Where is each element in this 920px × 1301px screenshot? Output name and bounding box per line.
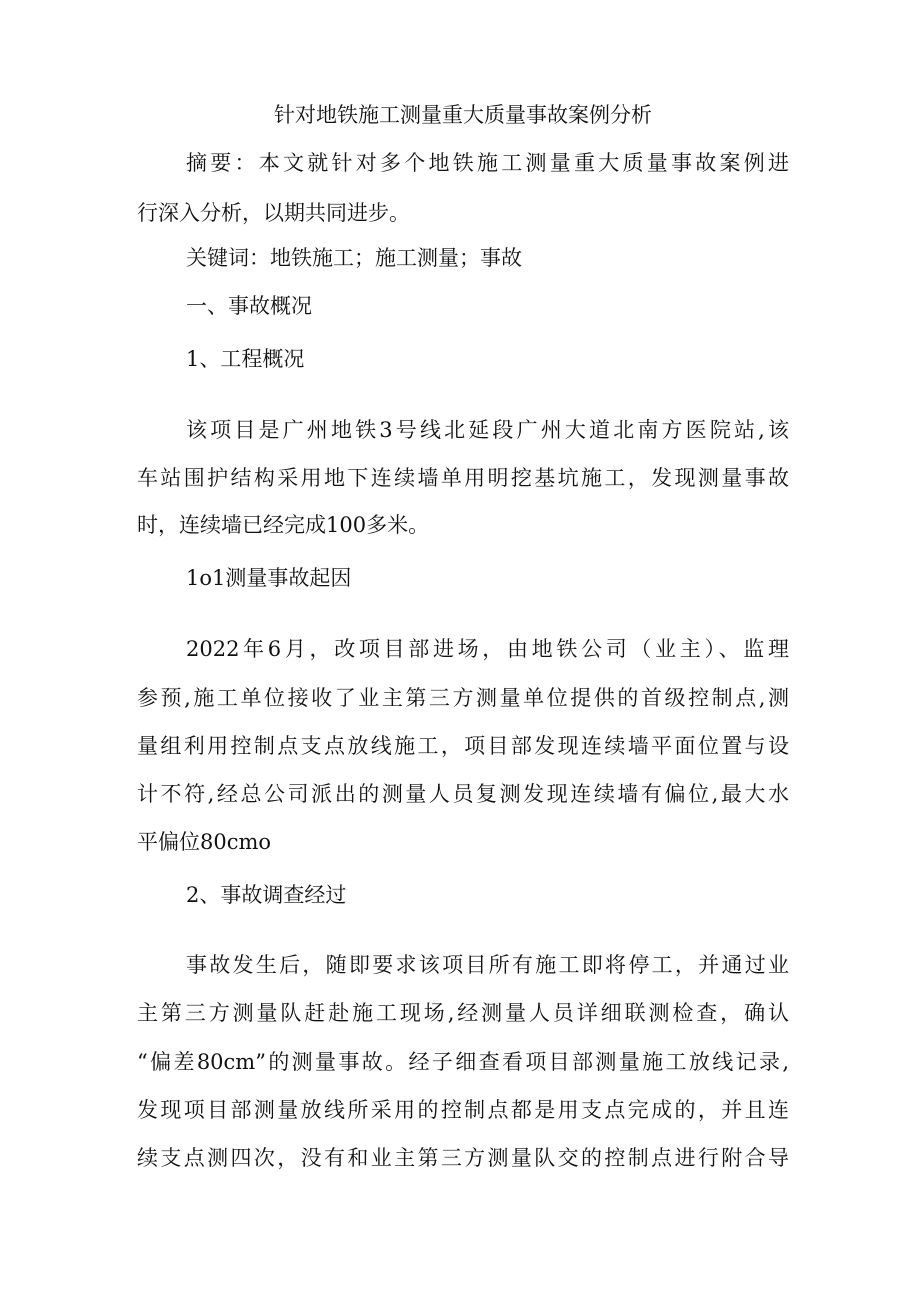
paragraph-line: 续支点测四次，没有和业主第三方测量队交的控制点进行附合导 — [137, 1146, 789, 1170]
paragraph-line: 2022年6月，改项目部进场，由地铁公司（业主）、监理 — [186, 637, 789, 661]
document-title: 针对地铁施工测量重大质量事故案例分析 — [274, 103, 652, 127]
paragraph-line: 平偏位80cmo — [137, 830, 272, 854]
subsection-heading: 1、工程概况 — [186, 347, 305, 371]
paragraph-line: 该项目是广州地铁3号线北延段广州大道北南方医院站,该 — [186, 418, 789, 442]
paragraph-line: 参预,施工单位接收了业主第三方测量单位提供的首级控制点,测 — [137, 686, 789, 710]
paragraph-line: 发现项目部测量放线所采用的控制点都是用支点完成的，并且连 — [137, 1098, 789, 1122]
subsection-heading: 1o1测量事故起因 — [186, 566, 352, 590]
paragraph-line: 计不符,经总公司派出的测量人员复测发现连续墙有偏位,最大水 — [137, 782, 789, 806]
paragraph-line: 时，连续墙已经完成100多米。 — [137, 513, 430, 537]
paragraph-line: 车站围护结构采用地下连续墙单用明挖基坑施工，发现测量事故 — [137, 466, 789, 490]
paragraph-line: 量组利用控制点支点放线施工，项目部发现连续墙平面位置与设 — [137, 734, 789, 758]
subsection-heading: 2、事故调查经过 — [186, 883, 347, 907]
section-heading: 一、事故概况 — [186, 294, 312, 318]
abstract-line: 行深入分析，以期共同进步。 — [137, 201, 410, 225]
paragraph-line: 主第三方测量队赶赴施工现场,经测量人员详细联测检查，确认 — [137, 1001, 789, 1025]
paragraph-line: “偏差80cm”的测量事故。经子细查看项目部测量施工放线记录, — [137, 1050, 789, 1074]
paragraph-line: 事故发生后，随即要求该项目所有施工即将停工，并通过业 — [186, 953, 789, 977]
abstract-line: 摘要：本文就针对多个地铁施工测量重大质量事故案例进 — [186, 151, 789, 175]
keywords: 关键词：地铁施工；施工测量；事故 — [186, 246, 522, 270]
